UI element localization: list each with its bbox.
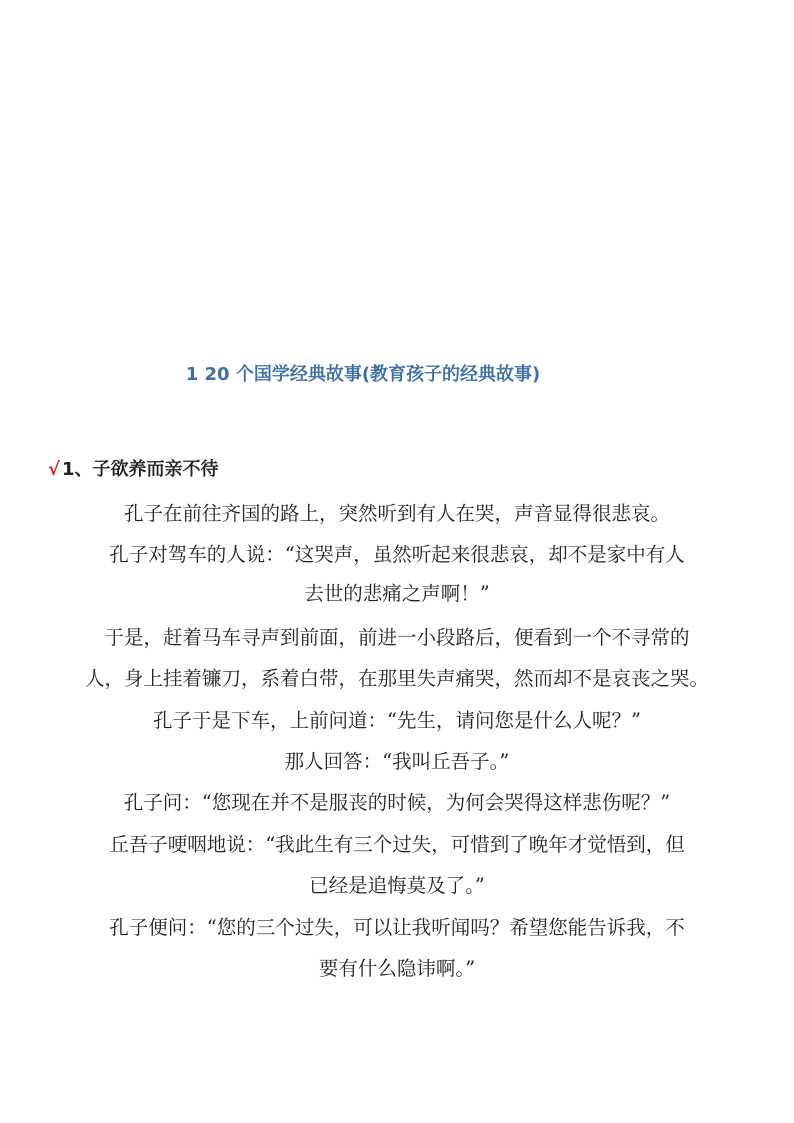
- paragraph-line: 去世的悲痛之声啊！”: [304, 582, 490, 605]
- paragraph-line: 已经是追悔莫及了。”: [309, 874, 485, 897]
- paragraph-line: 孔子便问：“您的三个过失，可以让我听闻吗？希望您能告诉我，不: [109, 916, 685, 939]
- paragraph-line: 人，身上挂着镰刀，系着白带，在那里失声痛哭，然而却不是哀丧之哭。: [84, 667, 709, 690]
- paragraph-line: 孔子对驾车的人说：“这哭声，虽然听起来很悲哀，却不是家中有人: [109, 543, 685, 566]
- section-heading: [48, 457, 219, 483]
- paragraph-line: 那人回答：“我叫丘吾子。”: [284, 750, 510, 773]
- document-title: 1 20 个国学经典故事(教育孩子的经典故事): [185, 364, 541, 385]
- paragraph-line: 孔子在前往齐国的路上，突然听到有人在哭，声音显得很悲哀。: [123, 502, 670, 525]
- check-mark-icon: √: [48, 459, 61, 480]
- paragraph-line: 要有什么隐讳啊。”: [318, 957, 476, 980]
- paragraph-line: 丘吾子哽咽地说：“我此生有三个过失，可惜到了晚年才觉悟到，但: [109, 833, 685, 856]
- paragraph-line: 于是，赶着马车寻声到前面，前进一小段路后，便看到一个不寻常的: [104, 626, 690, 649]
- section-heading-text: 1、子欲养而亲不待: [62, 459, 219, 480]
- paragraph-line: 孔子问：“您现在并不是服丧的时候，为何会哭得这样悲伤呢？”: [123, 791, 671, 814]
- paragraph-line: 孔子于是下车，上前问道：“先生，请问您是什么人呢？”: [153, 709, 641, 732]
